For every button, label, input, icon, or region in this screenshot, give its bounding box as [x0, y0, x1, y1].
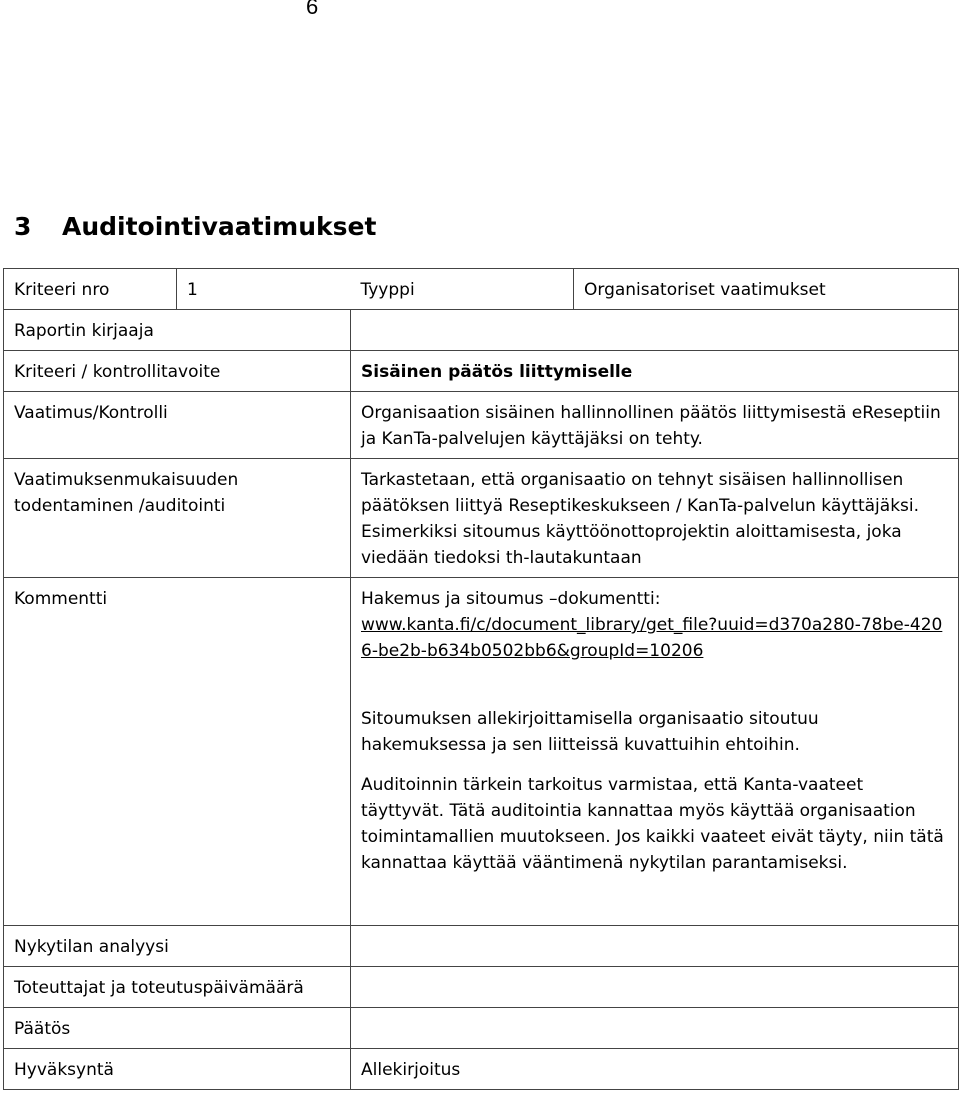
audit-criteria-table [3, 268, 959, 1090]
implementers-row [4, 967, 959, 1008]
verification-value: Tarkastetaan, että organisaatio on tehnyt sisäisen hallinnollisen päätöksen liittyä Reseptikeskukseen / KanTa-palvelun käyttäjäksi. Esimerkiksi sitoumus käyttöönottoprojektin aloittamisesta, joka viedään tiedoksi th-lautakuntaan [351, 459, 959, 578]
criterion-row [4, 351, 959, 392]
comment-label: Kommentti [4, 578, 351, 926]
comment-intro: Hakemus ja sitoumus –dokumentti: [361, 589, 661, 609]
decision-value [351, 1008, 959, 1049]
comment-spacer [361, 664, 948, 706]
criterion-value: Sisäinen päätös liittymiselle [351, 351, 959, 392]
requirement-label: Vaatimus/Kontrolli [4, 392, 351, 459]
analysis-row [4, 926, 959, 967]
implementers-label: Toteuttajat ja toteutuspäivämäärä [4, 967, 351, 1008]
criteria-number-row [4, 269, 959, 310]
reporter-row [4, 310, 959, 351]
comment-paragraph-commitment: Sitoumuksen allekirjoittamisella organisaatio sitoutuu hakemuksessa ja sen liitteissä kuvattuihin ehtoihin. [361, 709, 819, 755]
implementers-value [351, 967, 959, 1008]
document-link[interactable]: www.kanta.fi/c/document_library/get_file?uuid=d370a280-78be-4206-be2b-b634b0502bb6&groupId=10206 [361, 615, 943, 661]
criterion-label: Kriteeri / kontrollitavoite [4, 351, 351, 392]
decision-label: Päätös [4, 1008, 351, 1049]
type-value: Organisatoriset vaatimukset [574, 269, 959, 310]
page-number: 6 [306, 0, 319, 19]
analysis-value [351, 926, 959, 967]
approval-label: Hyväksyntä [4, 1049, 351, 1090]
decision-row [4, 1008, 959, 1049]
section-number: 3 [14, 212, 32, 241]
comment-row [4, 578, 959, 926]
analysis-label: Nykytilan analyysi [4, 926, 351, 967]
comment-value [351, 578, 959, 926]
reporter-value [351, 310, 959, 351]
reporter-label: Raportin kirjaaja [4, 310, 351, 351]
section-title: Auditointivaatimukset [62, 212, 377, 241]
criteria-no-label: Kriteeri nro [4, 269, 177, 310]
verification-label: Vaatimuksenmukaisuuden todentaminen /auditointi [4, 459, 351, 578]
type-label: Tyyppi [351, 269, 574, 310]
section-heading [14, 212, 376, 241]
approval-row [4, 1049, 959, 1090]
verification-row [4, 459, 959, 578]
requirement-row [4, 392, 959, 459]
approval-signature: Allekirjoitus [351, 1049, 959, 1090]
criteria-no-value: 1 [177, 269, 351, 310]
comment-paragraph-purpose: Auditoinnin tärkein tarkoitus varmistaa, että Kanta-vaateet täyttyvät. Tätä auditointia kannattaa myös käyttää organisaation toimintamallien muutokseen. Jos kaikki vaateet eivät täyty, niin tätä kannattaa käyttää vääntimenä nykytilan parantamiseksi. [361, 775, 944, 873]
requirement-value: Organisaation sisäinen hallinnollinen päätös liittymisestä eReseptiin ja KanTa-palvelujen käyttäjäksi on tehty. [351, 392, 959, 459]
